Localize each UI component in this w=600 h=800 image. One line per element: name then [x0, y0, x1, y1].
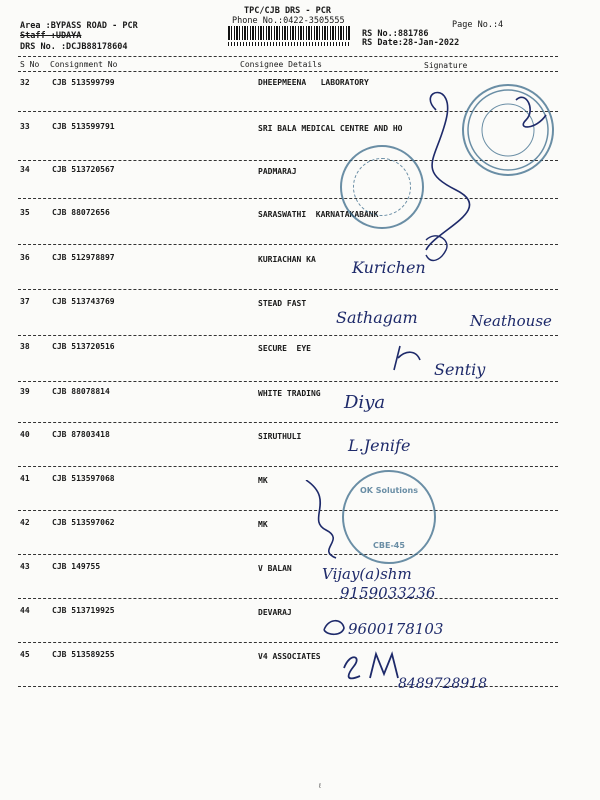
- report-title: TPC/CJB DRS - PCR: [244, 6, 331, 16]
- serial-no: 44: [20, 606, 30, 615]
- area-label: Area :BYPASS ROAD - PCR: [20, 21, 138, 31]
- page-footer-mark: ℓ: [318, 782, 323, 790]
- phone-44: 9600178103: [348, 620, 444, 638]
- signature-44-mark: [320, 614, 350, 640]
- consignee-name: SRI BALA MEDICAL CENTRE AND HO: [258, 124, 403, 133]
- barcode-strip: [228, 42, 350, 46]
- serial-no: 33: [20, 122, 30, 131]
- row-divider: [18, 642, 558, 643]
- signature-41-42-scribble: [296, 480, 376, 560]
- consignee-name: V BALAN: [258, 564, 292, 573]
- consignee-name: KURIACHAN KA: [258, 255, 316, 264]
- consignment-no: CJB 88072656: [52, 208, 110, 217]
- stamp-city: CBE-45: [373, 541, 405, 550]
- consignment-no: CJB 513720567: [52, 165, 115, 174]
- consignee-name: DEVARAJ: [258, 608, 292, 617]
- serial-no: 35: [20, 208, 30, 217]
- signature-36: Kurichen: [352, 258, 426, 277]
- row-divider: [18, 289, 558, 290]
- consignment-no: CJB 513589255: [52, 650, 115, 659]
- header-divider: [18, 56, 558, 57]
- row-divider: [18, 466, 558, 467]
- signature-37b: Neathouse: [470, 312, 552, 330]
- stamp-company: OK Solutions: [360, 486, 418, 495]
- barcode: [228, 26, 350, 40]
- column-divider: [18, 71, 558, 72]
- signature-38-mark: [390, 340, 430, 374]
- serial-no: 38: [20, 342, 30, 351]
- row-divider: [18, 554, 558, 555]
- serial-no: 43: [20, 562, 30, 571]
- row-divider: [18, 598, 558, 599]
- consignee-name: MK: [258, 476, 268, 485]
- consignee-name: STEAD FAST: [258, 299, 307, 308]
- consignee-name: DHEEPMEENA LABORATORY: [258, 78, 369, 87]
- consignee-name: MK: [258, 520, 268, 529]
- serial-no: 32: [20, 78, 30, 87]
- col-signature: Signature: [424, 61, 468, 70]
- consignment-no: CJB 513597062: [52, 518, 115, 527]
- signature-39: Diya: [344, 392, 386, 413]
- staff-label: Staff :UDAYA: [20, 31, 82, 41]
- serial-no: 39: [20, 387, 30, 396]
- row-divider: [18, 381, 558, 382]
- consignment-no: CJB 149755: [52, 562, 101, 571]
- col-consignment: Consignment No: [50, 60, 118, 69]
- serial-no: 40: [20, 430, 30, 439]
- consignment-no: CJB 88078814: [52, 387, 110, 396]
- consignment-no: CJB 513597068: [52, 474, 115, 483]
- row-divider: [18, 422, 558, 423]
- page-number: Page No.:4: [452, 20, 504, 30]
- consignment-no: CJB 513743769: [52, 297, 115, 306]
- consignee-name: WHITE TRADING: [258, 389, 321, 398]
- signature-40: L.Jenife: [348, 436, 411, 455]
- row-divider: [18, 335, 558, 336]
- phone-43: 9159033236: [340, 584, 436, 602]
- phone-45: 8489728918: [398, 676, 488, 692]
- phone-number: Phone No.:0422-3505555: [232, 16, 345, 26]
- consignment-no: CJB 513719925: [52, 606, 115, 615]
- serial-no: 42: [20, 518, 30, 527]
- consignee-name: SIRUTHULI: [258, 432, 302, 441]
- signature-scribble-top: [396, 80, 576, 270]
- consignee-name: SECURE EYE: [258, 344, 311, 353]
- consignment-no: CJB 512978897: [52, 253, 115, 262]
- col-consignee: Consignee Details: [240, 60, 322, 69]
- col-sno: S No: [20, 60, 40, 69]
- rs-number: RS No.:881786: [362, 29, 429, 39]
- serial-no: 36: [20, 253, 30, 262]
- consignment-no: CJB 513720516: [52, 342, 115, 351]
- signature-38: Sentiy: [434, 360, 486, 379]
- signature-37: Sathagam: [336, 308, 418, 327]
- signature-43: Vijay(a)shm: [322, 565, 412, 583]
- serial-no: 34: [20, 165, 30, 174]
- serial-no: 37: [20, 297, 30, 306]
- consignee-name: SARASWATHI KARNATAKABANK: [258, 210, 379, 219]
- serial-no: 41: [20, 474, 30, 483]
- consignment-no: CJB 513599799: [52, 78, 115, 87]
- row-divider: [18, 510, 558, 511]
- rs-date: RS Date:28-Jan-2022: [362, 38, 460, 48]
- consignee-name: PADMARAJ: [258, 167, 297, 176]
- consignee-name: V4 ASSOCIATES: [258, 652, 321, 661]
- consignment-no: CJB 87803418: [52, 430, 110, 439]
- drs-number: DRS No. :DCJB88178604: [20, 42, 128, 52]
- consignment-no: CJB 513599791: [52, 122, 115, 131]
- serial-no: 45: [20, 650, 30, 659]
